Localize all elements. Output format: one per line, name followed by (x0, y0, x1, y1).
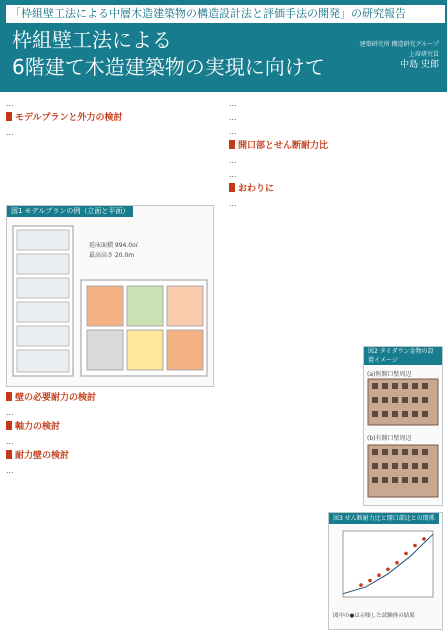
section-heading-text: 開口部とせん断耐力比 (238, 141, 329, 151)
intro-paragraph: … (6, 99, 14, 108)
max-height-label: 最高高さ 20.0m (89, 252, 135, 259)
heading-marker (229, 183, 235, 192)
figure-2-label-b: (b)有開口壁周辺 (367, 435, 412, 442)
series-title: 「枠組壁工法による中層木造建築物の構造設計法と評価手法の開発」の研究報告 (6, 5, 445, 23)
figure-1-model-plan (6, 205, 214, 387)
body-paragraph: … (229, 170, 237, 179)
section-heading-text: おわりに (238, 184, 275, 194)
body-paragraph: … (229, 113, 237, 122)
figure-3-caption: 図3 せん断耐力比と開口部比との関係 (329, 513, 439, 524)
heading-marker (6, 392, 12, 401)
data-point (368, 579, 372, 583)
right-column (229, 98, 441, 212)
figure-3-chart (328, 512, 443, 630)
section-heading (229, 183, 441, 196)
left-column-lower (6, 390, 218, 479)
figure-2-tie-down (363, 346, 443, 506)
body-paragraph: … (229, 99, 237, 108)
body-paragraph: … (6, 437, 14, 446)
section-heading (6, 112, 218, 125)
heading-marker (6, 450, 12, 459)
chart-plot-area (343, 531, 433, 597)
heading-marker (6, 112, 12, 121)
section-heading-text: 耐力壁の検討 (15, 451, 70, 461)
data-point (386, 568, 390, 572)
building-elevation-a (366, 377, 440, 427)
body-paragraph: … (229, 199, 237, 208)
data-point (359, 583, 363, 587)
body-paragraph: … (229, 156, 237, 165)
data-point (395, 561, 399, 565)
body-paragraph: … (6, 466, 14, 475)
section-heading-text: 壁の必要耐力の検討 (15, 393, 97, 403)
author-block (289, 40, 439, 70)
body-paragraph: … (6, 128, 14, 137)
figure-2-label-a: (a)無開口壁周辺 (367, 371, 412, 378)
body-paragraph: … (6, 408, 14, 417)
page-title-line1: 枠組壁工法による (12, 28, 172, 52)
header-banner (0, 0, 447, 92)
author-name: 中島 史郎 (400, 60, 439, 70)
section-heading (6, 450, 218, 463)
section-heading-text: 軸力の検討 (15, 422, 61, 432)
body-paragraph: … (229, 127, 237, 136)
left-column (6, 98, 218, 141)
data-point (404, 552, 408, 556)
section-heading (6, 392, 218, 405)
figure-2-caption: 図2 タイダウン金物の設置イメージ (364, 347, 442, 365)
data-point (422, 537, 426, 541)
section-heading (229, 140, 441, 153)
section-heading (6, 421, 218, 434)
heading-marker (6, 421, 12, 430)
section-heading-text: モデルプランと外力の検討 (15, 113, 123, 123)
data-point (413, 544, 417, 548)
page-title-line2: 6階建て木造建築物の実現に向けて (12, 55, 325, 79)
heading-marker (229, 140, 235, 149)
figure-1-caption: 図1 モデルプランの例（立面と平面） (7, 206, 133, 217)
figure-3-note: 図中の●は示唆した試験体の結果 (333, 613, 415, 619)
floor-area-label: 延床面積 994.0㎡ (89, 242, 139, 249)
shear-ratio-chart (333, 527, 437, 611)
data-point (377, 573, 381, 577)
author-org: 建築研究所 構造研究グループ (359, 41, 439, 48)
building-elevation-b (366, 443, 440, 499)
author-position: 上席研究員 (408, 51, 439, 58)
